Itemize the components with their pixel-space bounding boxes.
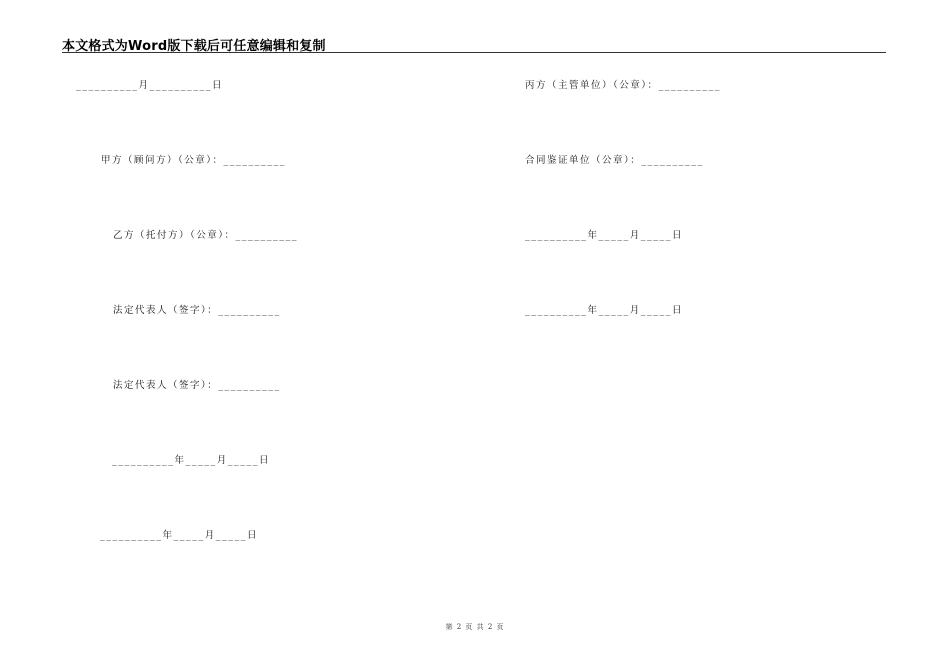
party-c-seal-line: 丙方（主管单位）（公章）：__________: [525, 80, 722, 91]
party-a-seal-line: 甲方（顾问方）（公章）：__________: [101, 155, 287, 166]
contract-verification-seal-line: 合同鉴证单位（公章）：__________: [525, 155, 704, 166]
left-date-line-1: __________年_____月_____日: [112, 455, 271, 466]
legal-representative-signature-line-1: 法定代表人（签字）：__________: [113, 305, 281, 316]
header-divider: [62, 52, 886, 53]
party-b-seal-line: 乙方（托付方）（公章）：__________: [113, 230, 299, 241]
right-date-line-2: __________年_____月_____日: [525, 305, 684, 316]
page-number-indicator: 第 2 页 共 2 页: [445, 623, 505, 631]
legal-representative-signature-line-2: 法定代表人（签字）：__________: [113, 380, 281, 391]
document-header-title: 本文格式为Word版下载后可任意编辑和复制: [62, 39, 326, 54]
right-date-line-1: __________年_____月_____日: [525, 230, 684, 241]
left-date-line-2: __________年_____月_____日: [100, 530, 259, 541]
left-date-month-day-line: __________月__________日: [76, 80, 224, 91]
